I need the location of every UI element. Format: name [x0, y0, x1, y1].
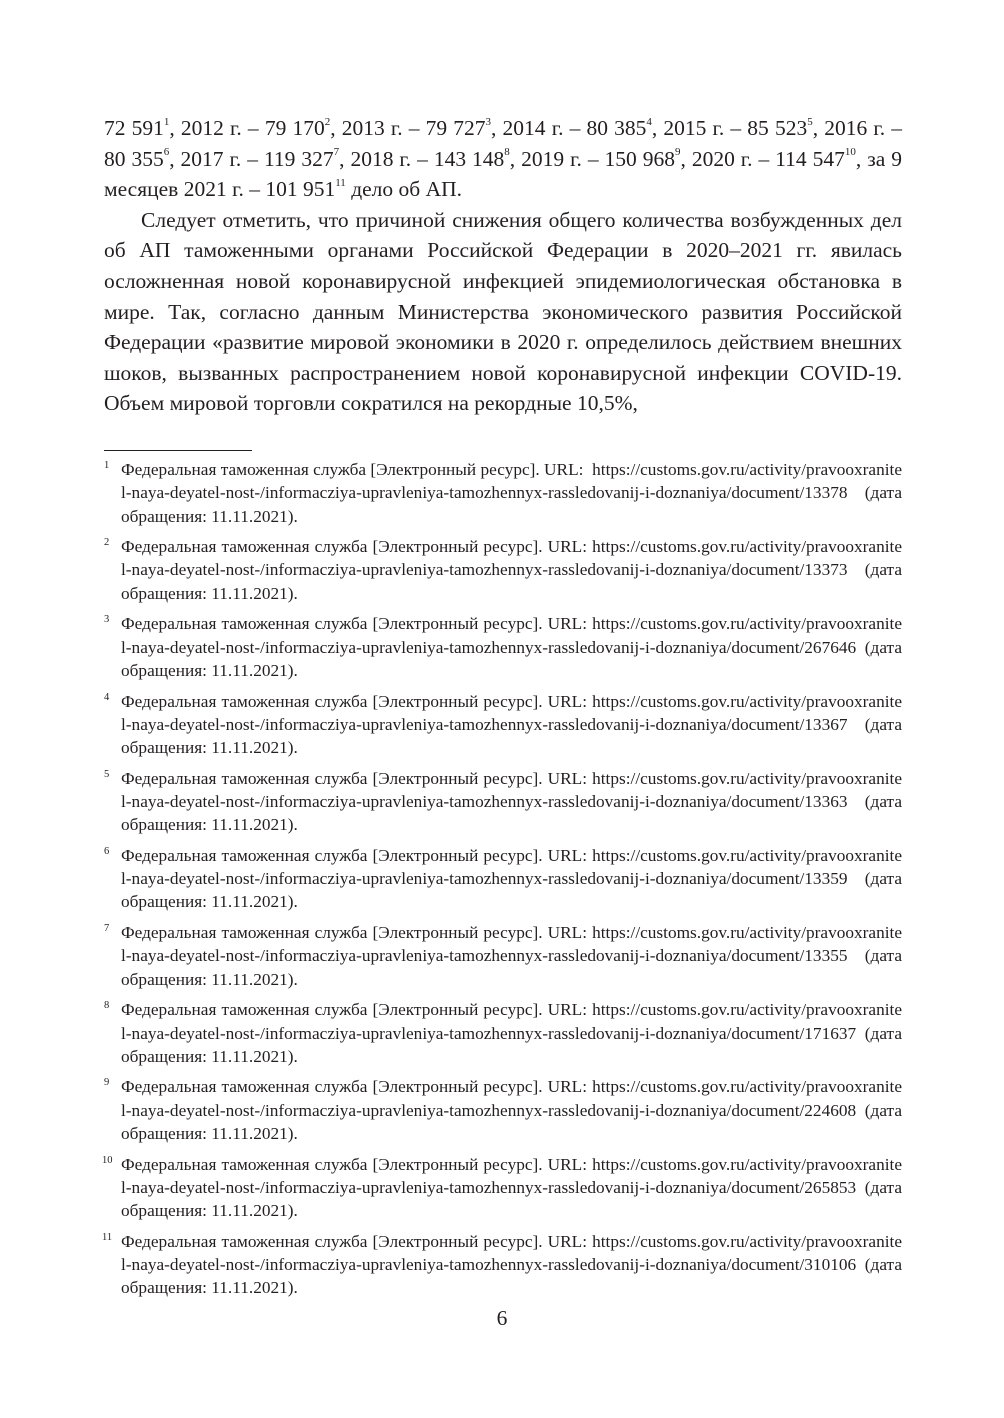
- footnote-source: Федеральная таможенная служба [Электронный ресурс]. URL:: [121, 459, 584, 479]
- stat-text: , 2020 г. – 114 547: [680, 146, 845, 171]
- footnote-number: 3: [104, 614, 110, 626]
- footnote-url[interactable]: https://customs.gov.ru/activity/pravooxranitel-naya-deyatel-nost-/informacziya-upravleniya-tamozhennyx-rassledovanij-i-doznaniya/document/224608: [121, 1077, 902, 1120]
- footnote: [104, 690, 902, 760]
- footnote-ref-5[interactable]: 5: [807, 115, 813, 128]
- footnote: [104, 921, 902, 991]
- footnote-ref-7[interactable]: 7: [333, 146, 340, 159]
- footnote-ref-3[interactable]: 3: [485, 115, 492, 128]
- footnote: [104, 1230, 902, 1300]
- stat-text: , 2017 г. – 119 327: [169, 146, 334, 171]
- footnote-number: 9: [104, 1077, 110, 1089]
- footnote: [104, 612, 902, 682]
- stat-text: 72 591: [104, 116, 164, 140]
- footnote-source: Федеральная таможенная служба [Электронный ресурс]. URL:: [121, 614, 588, 634]
- footnote-access-date: (дата обращения: 11.11.2021).: [121, 1177, 902, 1221]
- footnote-number: 8: [104, 1000, 110, 1012]
- footnote-ref-9[interactable]: 9: [674, 146, 681, 159]
- stat-text: , за 9 месяцев 2021 г. – 101 951: [104, 146, 902, 202]
- footnote-ref-10[interactable]: 10: [844, 146, 856, 159]
- stat-text: , 2013 г. – 79 727: [330, 116, 486, 140]
- footnote-access-date: (дата обращения: 11.11.2021).: [121, 791, 902, 835]
- footnote: [104, 458, 902, 528]
- footnote-url[interactable]: https://customs.gov.ru/activity/pravooxranitel-naya-deyatel-nost-/informacziya-upravleniya-tamozhennyx-rassledovanij-i-doznaniya/document/171637: [121, 1000, 902, 1043]
- footnote-source: Федеральная таможенная служба [Электронный ресурс]. URL:: [121, 1231, 588, 1251]
- footnote-access-date: (дата обращения: 11.11.2021).: [121, 869, 902, 912]
- footnote-source: Федеральная таможенная служба [Электронный ресурс]. URL:: [121, 1154, 588, 1174]
- footnote-url[interactable]: https://customs.gov.ru/activity/pravooxranitel-naya-deyatel-nost-/informacziya-upravleniya-tamozhennyx-rassledovanij-i-doznaniya/document/13367: [121, 691, 902, 734]
- footnote-source: Федеральная таможенная служба [Электронный ресурс]. URL:: [121, 537, 588, 557]
- footnote-ref-11[interactable]: 11: [335, 177, 346, 190]
- page-content: [104, 113, 902, 1307]
- footnotes-list: [104, 458, 902, 1300]
- footnote-access-date: (дата обращения: 11.11.2021).: [121, 637, 902, 680]
- stat-text: , 2019 г. – 150 968: [509, 146, 675, 171]
- stat-text: , 2014 г. – 80 385: [491, 116, 647, 140]
- footnote-url[interactable]: https://customs.gov.ru/activity/pravooxranitel-naya-deyatel-nost-/informacziya-upravleniya-tamozhennyx-rassledovanij-i-doznaniya/document/267646: [121, 614, 902, 657]
- footnote-url[interactable]: https://customs.gov.ru/activity/pravooxranitel-naya-deyatel-nost-/informacziya-upravleniya-tamozhennyx-rassledovanij-i-doznaniya/document/13378: [121, 459, 903, 503]
- covid-paragraph: Следует отметить, что причиной снижения общего количества возбужденных дел об АП таможенными органами Российской Федерации в 2020–2021 гг. явилась осложненная новой коронавирусной инфекцией эпидемиологическая обстановка в мире. Так, согласно данным Министерства экономического развития Российской Федерации «развитие мировой экономики в 2020 г. определилось действием внешних шоков, вызванных распространением новой коронавирусной инфекции COVID-19. Объем мировой торговли сократился на рекордные 10,5%,: [104, 207, 902, 416]
- footnote-access-date: (дата обращения: 11.11.2021).: [121, 1100, 902, 1144]
- footnote-number: 11: [102, 1231, 113, 1243]
- footnote: [104, 844, 902, 914]
- footnote-source: Федеральная таможенная служба [Электронный ресурс]. URL:: [121, 1000, 588, 1020]
- footnote-number: 4: [104, 691, 110, 703]
- stat-text: дело об АП.: [345, 177, 463, 202]
- footnote-access-date: (дата обращения: 11.11.2021).: [121, 714, 902, 758]
- footnote: [104, 1075, 902, 1145]
- stat-text: , 2015 г. – 85 523: [651, 116, 808, 140]
- footnote-source: Федеральная таможенная служба [Электронный ресурс]. URL:: [121, 845, 588, 865]
- footnote-access-date: (дата обращения: 11.11.2021).: [121, 483, 902, 526]
- footnote-source: Федеральная таможенная служба [Электронный ресурс]. URL:: [121, 923, 588, 943]
- footnote-number: 6: [104, 845, 110, 857]
- stat-text: , 2012 г. – 79 170: [169, 116, 325, 140]
- footnote: [104, 767, 902, 837]
- footnote-source: Федеральная таможенная служба [Электронный ресурс]. URL:: [121, 1077, 588, 1097]
- footnote: [104, 535, 902, 605]
- footnote-url[interactable]: https://customs.gov.ru/activity/pravooxranitel-naya-deyatel-nost-/informacziya-upravleniya-tamozhennyx-rassledovanij-i-doznaniya/document/13359: [121, 845, 902, 889]
- footnote: [104, 998, 902, 1068]
- page-number: 6: [496, 1306, 508, 1330]
- footnote: [104, 1153, 902, 1223]
- footnote-ref-6[interactable]: 6: [163, 146, 170, 159]
- footnote-separator: [104, 450, 252, 451]
- footnote-ref-2[interactable]: 2: [324, 115, 331, 128]
- footnote-url[interactable]: https://customs.gov.ru/activity/pravooxranitel-naya-deyatel-nost-/informacziya-upravleniya-tamozhennyx-rassledovanij-i-doznaniya/document/13363: [121, 768, 902, 811]
- footnote-ref-1[interactable]: 1: [163, 115, 170, 128]
- footnote-ref-8[interactable]: 8: [504, 146, 510, 159]
- footnote-url[interactable]: https://customs.gov.ru/activity/pravooxranitel-naya-deyatel-nost-/informacziya-upravleniya-tamozhennyx-rassledovanij-i-doznaniya/document/13373: [121, 537, 902, 580]
- footnote-number: 1: [104, 459, 110, 471]
- footnote-access-date: (дата обращения: 11.11.2021).: [121, 560, 902, 603]
- stat-text: , 2018 г. – 143 148: [339, 146, 505, 171]
- footnote-access-date: (дата обращения: 11.11.2021).: [121, 1255, 902, 1298]
- footnote-ref-4[interactable]: 4: [646, 115, 652, 128]
- footnote-source: Федеральная таможенная служба [Электронный ресурс]. URL:: [121, 768, 588, 788]
- footnote-number: 5: [104, 768, 110, 780]
- footnote-url[interactable]: https://customs.gov.ru/activity/pravooxranitel-naya-deyatel-nost-/informacziya-upravleniya-tamozhennyx-rassledovanij-i-doznaniya/document/265853: [121, 1154, 902, 1197]
- footnote-url[interactable]: https://customs.gov.ru/activity/pravooxranitel-naya-deyatel-nost-/informacziya-upravleniya-tamozhennyx-rassledovanij-i-doznaniya/document/13355: [121, 923, 902, 966]
- footnote-access-date: (дата обращения: 11.11.2021).: [121, 1023, 902, 1066]
- footnote-source: Федеральная таможенная служба [Электронный ресурс]. URL:: [121, 691, 588, 711]
- footnote-number: 10: [102, 1154, 113, 1166]
- footnote-url[interactable]: https://customs.gov.ru/activity/pravooxranitel-naya-deyatel-nost-/informacziya-upravleniya-tamozhennyx-rassledovanij-i-doznaniya/document/310106: [121, 1231, 902, 1275]
- footnote-number: 2: [104, 537, 110, 549]
- footnote-access-date: (дата обращения: 11.11.2021).: [121, 946, 902, 989]
- stat-text: , 2016 г. – 80 355: [104, 116, 902, 171]
- footnote-number: 7: [104, 923, 110, 935]
- statistics-paragraph: [104, 113, 902, 205]
